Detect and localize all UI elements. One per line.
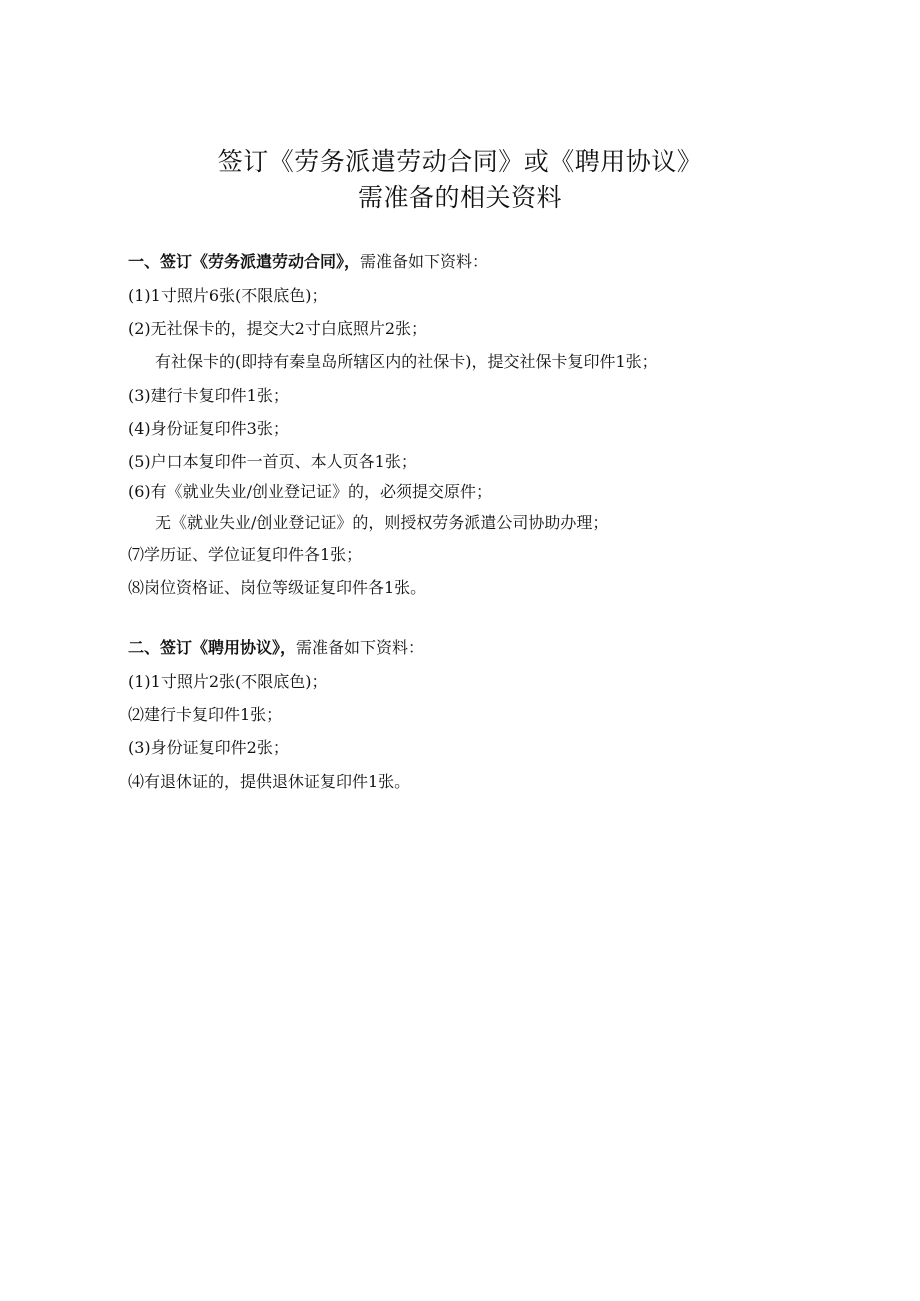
section-1-item-8: ⑻岗位资格证、岗位等级证复印件各1张。 — [128, 578, 427, 597]
section-2-item-3: (3)身份证复印件2张； — [128, 738, 289, 757]
section-1-item-6-continued: 无《就业失业/创业登记证》的，则授权劳务派遣公司协助办理； — [155, 513, 609, 532]
section-1-heading-bold: 一、签订《劳务派遣劳动合同》， — [128, 252, 361, 271]
section-1-item-7: ⑺学历证、学位证复印件各1张； — [128, 545, 363, 564]
section-1-item-4: (4)身份证复印件3张； — [128, 419, 289, 438]
section-2-item-4: ⑷有退休证的，提供退休证复印件1张。 — [128, 772, 411, 791]
section-1-heading — [128, 251, 488, 273]
section-1-heading-rest: 需准备如下资料： — [360, 252, 489, 271]
section-2-item-1: (1)1寸照片2张(不限底色)； — [128, 672, 328, 691]
section-1-item-1: (1)1寸照片6张(不限底色)； — [128, 286, 328, 305]
document-title-line-2: 需准备的相关资料 — [357, 183, 562, 212]
section-1-item-2: (2)无社保卡的，提交大2寸白底照片2张； — [128, 319, 428, 338]
section-2-heading-bold: 二、签订《聘用协议》， — [128, 638, 297, 657]
document-title-line-1: 签订《劳务派遣劳动合同》或《聘用协议》 — [217, 147, 703, 176]
section-2-heading — [128, 637, 424, 659]
section-1-item-6: (6)有《就业失业/创业登记证》的，必须提交原件； — [128, 482, 493, 501]
section-1-item-3: (3)建行卡复印件1张； — [128, 386, 289, 405]
section-1-item-5: (5)户口本复印件一首页、本人页各1张； — [128, 452, 417, 471]
section-2-heading-rest: 需准备如下资料： — [296, 638, 425, 657]
section-1-item-2-continued: 有社保卡的(即持有秦皇岛所辖区内的社保卡)，提交社保卡复印件1张； — [155, 352, 658, 371]
section-2-item-2: ⑵建行卡复印件1张； — [128, 705, 283, 724]
